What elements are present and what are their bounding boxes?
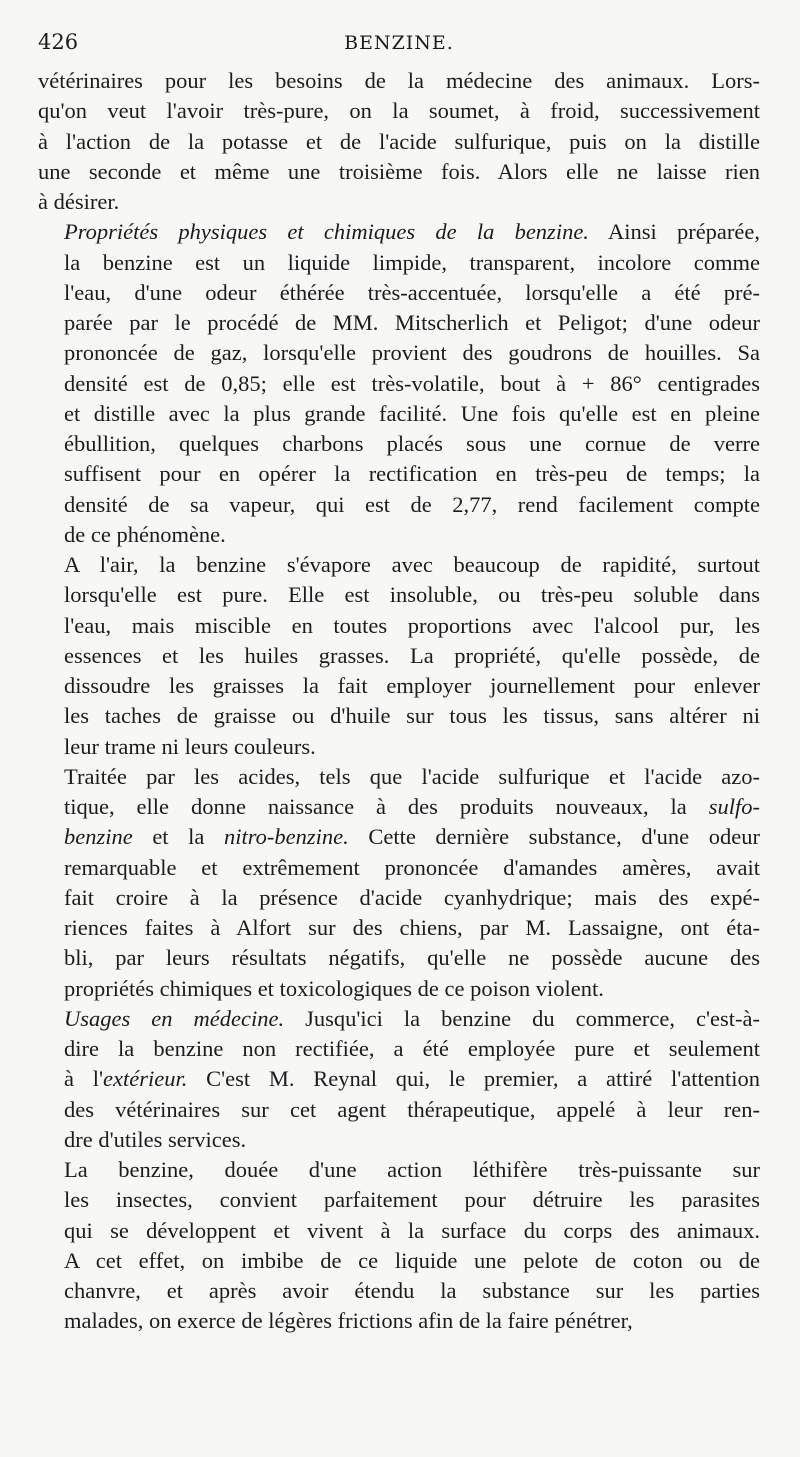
text-line [38, 248, 760, 278]
body-text [38, 66, 760, 1337]
text-line [38, 429, 760, 459]
text-line [38, 762, 760, 792]
text-line [38, 580, 760, 610]
text-run: lorsqu'elle est pure. Elle est insoluble, ou très-peu soluble dans [64, 582, 760, 608]
text-line [38, 1246, 760, 1276]
text-line [38, 792, 760, 822]
text-run: l'eau, mais miscible en toutes proportions avec l'alcool pur, les [64, 612, 760, 638]
text-line [38, 520, 760, 550]
text-line [38, 943, 760, 973]
text-run: qui se développent et vivent à la surface du corps des animaux. [64, 1217, 760, 1243]
page-header [38, 30, 760, 62]
text-run: suffisent pour en opérer la rectification en très-peu de temps; la [64, 461, 760, 487]
text-line [38, 1095, 760, 1125]
text-run: la benzine est un liquide limpide, transparent, incolore comme [64, 249, 760, 275]
text-line [38, 490, 760, 520]
text-run: de ce phénomène. [64, 521, 226, 547]
text-run: prononcée de gaz, lorsqu'elle provient des goudrons de houilles. Sa [64, 340, 760, 366]
text-run: dre d'utiles services. [64, 1126, 247, 1152]
text-run: densité est de 0,85; elle est très-volatile, bout à + 86° centigrades [64, 370, 760, 396]
text-line [38, 157, 760, 187]
text-line [38, 127, 760, 157]
text-line [38, 550, 760, 580]
text-run: ébullition, quelques charbons placés sous une cornue de verre [64, 431, 760, 456]
text-run: à l'action de la potasse et de l'acide sulfurique, puis on la distille [38, 128, 760, 154]
text-line [38, 611, 760, 641]
text-run: chanvre, et après avoir étendu la substance sur les parties [64, 1278, 760, 1303]
text-run: une seconde et même une troisième fois. Alors elle ne laisse rien [38, 158, 760, 184]
text-run: à désirer. [38, 189, 120, 214]
text-run: A l'air, la benzine s'évapore avec beaucoup de rapidité, surtout [64, 552, 760, 577]
text-run: riences faites à Alfort sur des chiens, par M. Lassaigne, ont éta- [64, 915, 760, 940]
text-line [38, 278, 760, 308]
text-run: Cette dernière substance, d'une odeur [348, 824, 760, 850]
text-line [38, 1185, 760, 1215]
text-line [38, 1216, 760, 1246]
italic-text: nitro-benzine. [223, 824, 349, 850]
paragraph [38, 762, 760, 1004]
text-line [38, 217, 760, 247]
text-run: et distille avec la plus grande facilité. Une fois qu'elle est en pleine [64, 400, 760, 426]
text-run: Jusqu'ici la benzine du commerce, c'est-à- [284, 1005, 761, 1031]
paragraph [38, 1155, 760, 1337]
text-run: Traitée par les acides, tels que l'acide sulfurique et l'acide azo- [64, 763, 760, 789]
text-run: vétérinaires pour les besoins de la médecine des animaux. Lors- [38, 68, 760, 93]
italic-text: Propriétés physiques et chimiques de la benzine. [64, 219, 589, 245]
text-run: qu'on veut l'avoir très-pure, on la soumet, à froid, successivement [38, 98, 760, 124]
text-run: remarquable et extrêmement prononcée d'amandes amères, avait [64, 854, 760, 880]
text-line [38, 187, 760, 217]
text-line [38, 974, 760, 1004]
text-run: essences et les huiles grasses. La propriété, qu'elle possède, de [64, 642, 760, 668]
paragraph [38, 550, 760, 762]
text-run: densité de sa vapeur, qui est de 2,77, rend facilement compte [64, 491, 760, 517]
text-run: des vétérinaires sur cet agent thérapeutique, appelé à leur ren- [64, 1096, 760, 1122]
text-line [38, 822, 760, 852]
text-run: propriétés chimiques et toxicologiques de ce poison violent. [64, 975, 604, 1001]
italic-text: extérieur. [103, 1066, 188, 1092]
text-line [38, 1276, 760, 1306]
text-line [38, 701, 760, 731]
paragraph [38, 217, 760, 550]
text-line [38, 1306, 760, 1336]
text-run: les insectes, convient parfaitement pour détruire les parasites [64, 1187, 760, 1213]
text-line [38, 1125, 760, 1155]
text-run: dissoudre les graisses la fait employer journellement pour enlever [64, 673, 760, 698]
text-line [38, 1034, 760, 1064]
text-line [38, 399, 760, 429]
text-line [38, 1004, 760, 1034]
text-line [38, 732, 760, 762]
italic-text: sulfo- [708, 794, 760, 819]
text-run: leur trame ni leurs couleurs. [64, 733, 316, 759]
text-line [38, 853, 760, 883]
running-head: BENZINE. [344, 32, 454, 54]
text-line [38, 308, 760, 338]
text-line [38, 1155, 760, 1185]
text-line [38, 459, 760, 489]
paragraph [38, 1004, 760, 1155]
text-line [38, 1064, 760, 1094]
text-line [38, 883, 760, 913]
text-run: l'eau, d'une odeur éthérée très-accentuée, lorsqu'elle a été pré- [64, 279, 760, 305]
text-line [38, 338, 760, 368]
text-run: C'est M. Reynal qui, le premier, a attiré l'attention [187, 1066, 760, 1092]
italic-text: Usages en médecine. [64, 1005, 285, 1031]
page-number: 426 [38, 30, 79, 54]
text-line [38, 671, 760, 701]
paragraph [38, 66, 760, 217]
text-run: dire la benzine non rectifiée, a été employée pure et seulement [64, 1036, 760, 1061]
text-run: bli, par leurs résultats négatifs, qu'elle ne possède aucune des [64, 945, 760, 971]
text-run: les taches de graisse ou d'huile sur tous les tissus, sans altérer ni [64, 703, 760, 729]
text-line [38, 641, 760, 671]
text-line [38, 913, 760, 943]
text-run: malades, on exerce de légères frictions afin de la faire pénétrer, [64, 1308, 633, 1334]
text-line [38, 96, 760, 126]
text-run: A cet effet, on imbibe de ce liquide une pelote de coton ou de [64, 1247, 760, 1273]
text-run: et la [132, 824, 224, 850]
text-line [38, 66, 760, 96]
text-run: Ainsi préparée, [588, 219, 761, 245]
italic-text: benzine [64, 824, 133, 850]
text-run: tique, elle donne naissance à des produits nouveaux, la [64, 794, 709, 819]
text-run: à l' [64, 1066, 104, 1092]
text-run: fait croire à la présence d'acide cyanhydrique; mais des expé- [64, 884, 760, 910]
text-line [38, 369, 760, 399]
text-run: La benzine, douée d'une action léthifère très-puissante sur [64, 1157, 760, 1182]
text-run: parée par le procédé de MM. Mitscherlich et Peligot; d'une odeur [64, 310, 760, 335]
